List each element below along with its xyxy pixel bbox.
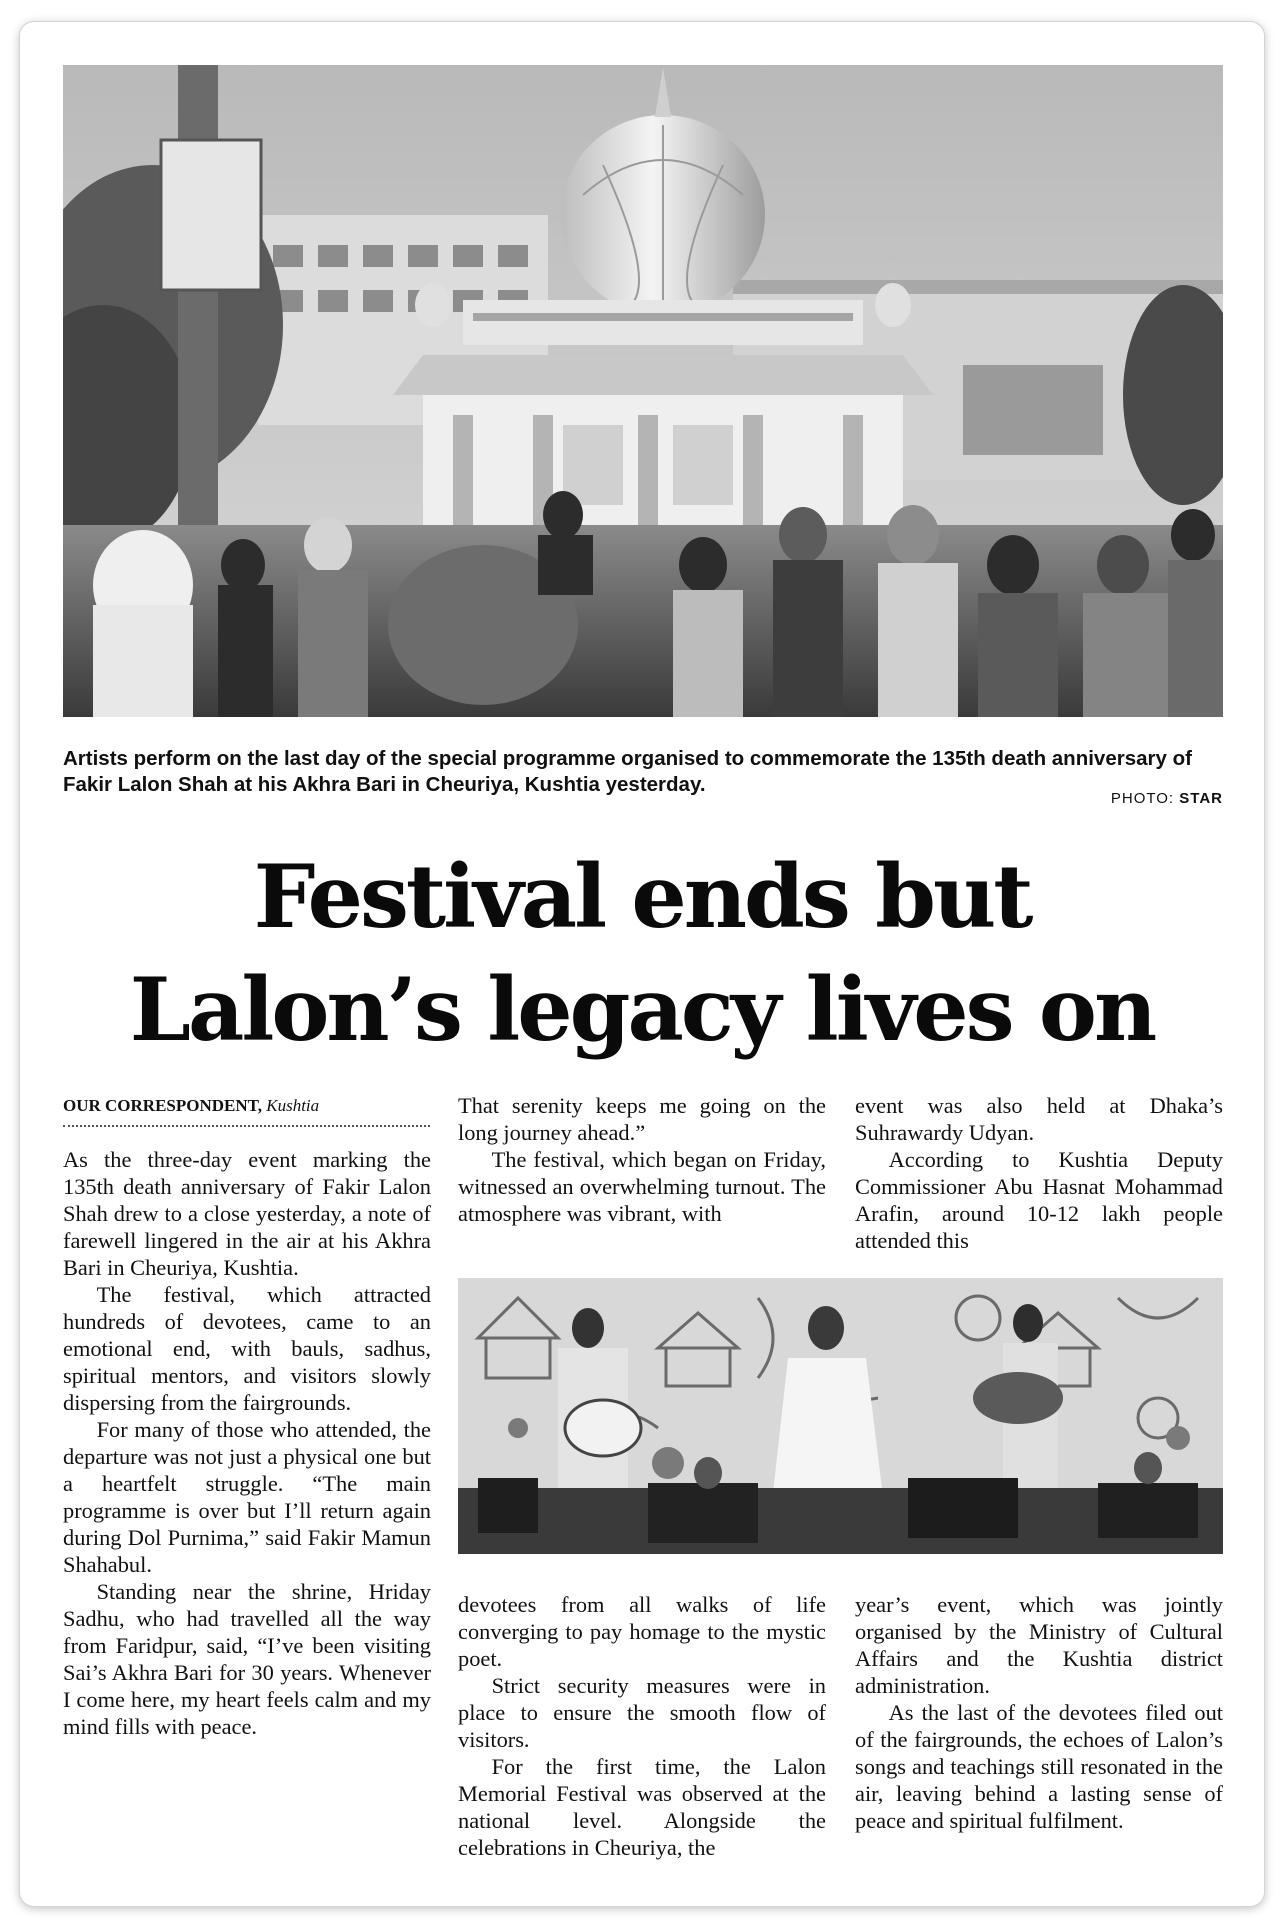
paragraph: event was also held at Dhaka’s Suhrawardy Udyan.	[855, 1093, 1223, 1145]
paragraph: devotees from all walks of life converging to pay homage to the mystic poet.	[458, 1592, 826, 1671]
paragraph: According to Kushtia Deputy Commissioner Abu Hasnat Mohammad Arafin, around 10-12 lakh people attended this	[855, 1147, 1223, 1253]
performance-photo	[458, 1278, 1223, 1554]
paragraph: For many of those who attended, the departure was not just a physical one but a heartfelt struggle. “The main programme is over but I’ll return again during Dol Purnima,” said Fakir Mamun Shahabul.	[63, 1417, 431, 1577]
paragraph: The festival, which attracted hundreds of devotees, came to an emotional end, with bauls, sadhus, spiritual mentors, and visitors slowly dispersing from the fairgrounds.	[63, 1282, 431, 1415]
shrine-photo	[63, 65, 1223, 717]
byline-author: OUR CORRESPONDENT,	[63, 1096, 262, 1115]
article-column-3-top	[855, 1092, 1223, 1254]
article-column-1	[63, 1146, 431, 1740]
paragraph: Strict security measures were in place to ensure the smooth flow of visitors.	[458, 1673, 826, 1752]
paragraph: year’s event, which was jointly organised by the Ministry of Cultural Affairs and the Kushtia district administration.	[855, 1592, 1223, 1698]
photo-credit	[1111, 790, 1223, 807]
article-column-3-bottom	[855, 1591, 1223, 1834]
paragraph: That serenity keeps me going on the long journey ahead.”	[458, 1093, 826, 1145]
paragraph: Standing near the shrine, Hriday Sadhu, who had travelled all the way from Faridpur, said, “I’ve been visiting Sai’s Akhra Bari for 30 years. Whenever I come here, my heart feels calm and my mind fills with peace.	[63, 1579, 431, 1739]
paragraph: The festival, which began on Friday, witnessed an overwhelming turnout. The atmosphere was vibrant, with	[458, 1147, 826, 1226]
article-column-2-bottom	[458, 1591, 826, 1861]
photo-credit-source: STAR	[1179, 790, 1223, 807]
article-column-2-top	[458, 1092, 826, 1227]
headline-line-1: Festival ends but	[253, 845, 1031, 948]
paragraph: As the three-day event marking the 135th death anniversary of Fakir Lalon Shah drew to a close yesterday, a note of farewell lingered in the air at his Akhra Bari in Cheuriya, Kushtia.	[63, 1147, 431, 1280]
headline-line-2: Lalon’s legacy lives on	[129, 958, 1155, 1061]
byline-location: Kushtia	[266, 1096, 320, 1115]
byline	[63, 1096, 430, 1127]
paragraph: As the last of the devotees filed out of the fairgrounds, the echoes of Lalon’s songs and teachings still resonated in the air, leaving behind a lasting sense of peace and spiritual fulfilment.	[855, 1700, 1223, 1833]
headline	[40, 840, 1244, 1066]
paragraph: For the first time, the Lalon Memorial Festival was observed at the national level. Alongside the celebrations in Cheuriya, the	[458, 1754, 826, 1860]
photo-caption: Artists perform on the last day of the special programme organised to commemorate the 135th death anniversary of Fakir Lalon Shah at his Akhra Bari in Cheuriya, Kushtia yesterday.	[63, 747, 1192, 796]
photo-credit-label: PHOTO:	[1110, 790, 1175, 807]
